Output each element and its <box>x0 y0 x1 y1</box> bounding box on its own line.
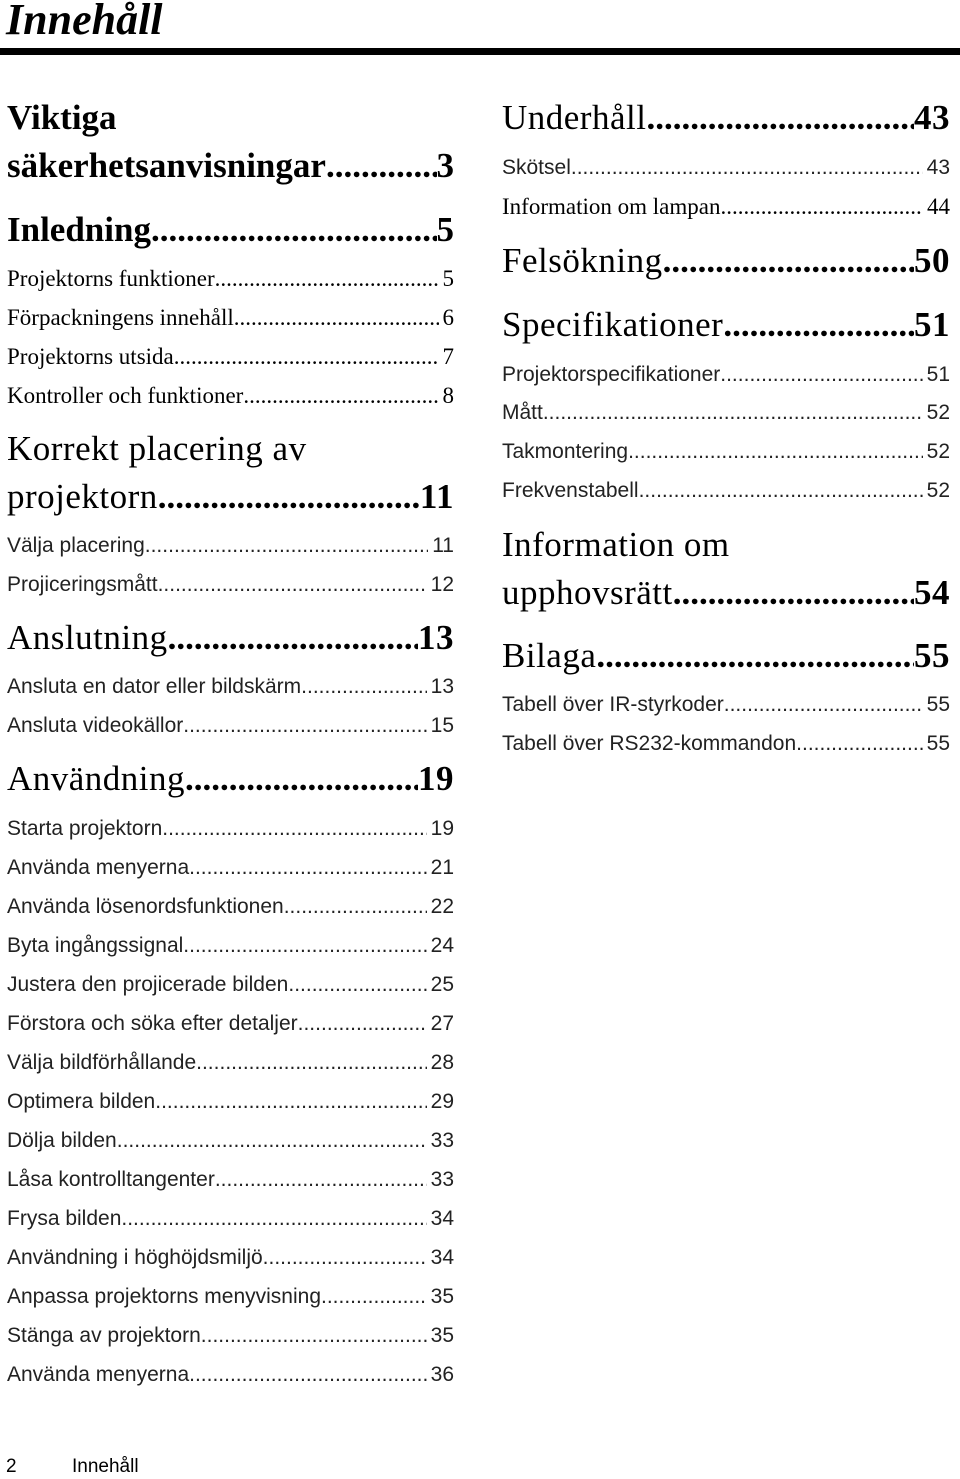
toc-page-number: 55 <box>926 732 950 755</box>
toc-page-number: 43 <box>914 98 950 137</box>
toc-leader <box>158 474 420 520</box>
toc-leader <box>151 207 437 253</box>
toc-leader <box>720 355 922 394</box>
page-footer <box>6 1455 139 1479</box>
toc-heading[interactable] <box>7 756 454 802</box>
toc-page-number: 33 <box>430 1168 454 1191</box>
toc-heading[interactable] <box>502 570 950 616</box>
toc-leader <box>196 1043 427 1082</box>
toc-entry-label: Projektorspecifikationer <box>502 363 721 386</box>
page-title: Innehåll <box>6 0 163 44</box>
toc-leader <box>189 848 427 887</box>
toc-entry[interactable] <box>7 1043 454 1082</box>
toc-leader <box>168 615 418 661</box>
toc-leader <box>673 570 914 616</box>
toc-leader <box>796 724 922 763</box>
toc-leader <box>543 393 923 432</box>
toc-entry[interactable] <box>7 809 454 848</box>
toc-leader <box>243 376 438 415</box>
toc-entry-label: Dölja bilden <box>7 1129 117 1152</box>
toc-entry-label: Byta ingångssignal <box>7 934 184 957</box>
toc-leader <box>185 756 418 802</box>
toc-entry[interactable] <box>7 526 454 565</box>
toc-entry[interactable] <box>7 667 454 706</box>
toc-page-number: 8 <box>442 383 454 408</box>
toc-page-number: 44 <box>927 194 950 219</box>
toc-entry[interactable] <box>7 926 454 965</box>
toc-entry[interactable] <box>502 187 950 226</box>
toc-leader <box>201 1316 427 1355</box>
toc-entry[interactable] <box>7 1121 454 1160</box>
toc-entry[interactable] <box>502 724 950 763</box>
toc-page-number: 51 <box>926 363 950 386</box>
toc-page-number: 3 <box>436 146 454 185</box>
toc-entry[interactable] <box>7 1316 454 1355</box>
toc-leader <box>628 432 923 471</box>
toc-entry-label: Använda menyerna <box>7 1363 190 1386</box>
toc-page-number: 35 <box>430 1324 454 1347</box>
toc-entry-label: Skötsel <box>502 156 571 179</box>
toc-page-number: 25 <box>430 973 454 996</box>
toc-heading-label: säkerhetsanvisningar <box>7 146 326 185</box>
toc-heading[interactable] <box>7 207 454 253</box>
toc-entry-label: Tabell över RS232-kommandon <box>502 732 797 755</box>
toc-leader <box>326 143 437 189</box>
toc-entry[interactable] <box>502 432 950 471</box>
toc-entry[interactable] <box>7 1160 454 1199</box>
toc-page-number: 7 <box>442 344 454 369</box>
toc-entry-label: Starta projektorn <box>7 817 163 840</box>
toc-leader <box>288 965 426 1004</box>
toc-heading[interactable] <box>7 615 454 661</box>
toc-page-number: 54 <box>914 573 950 612</box>
toc-entry[interactable] <box>7 259 454 298</box>
toc-leader <box>174 337 439 376</box>
toc-entry-label: Justera den projicerade bilden <box>7 973 289 996</box>
toc-page-number: 33 <box>430 1129 454 1152</box>
toc-page-number: 22 <box>430 895 454 918</box>
toc-leader <box>215 259 439 298</box>
toc-entry-label: Optimera bilden <box>7 1090 156 1113</box>
toc-entry-label: Användning i höghöjdsmiljö <box>7 1246 263 1269</box>
toc-heading[interactable] <box>502 302 950 348</box>
toc-entry-label: Frysa bilden <box>7 1207 122 1230</box>
toc-leader <box>639 471 923 510</box>
toc-heading-label: Anslutning <box>7 618 168 657</box>
toc-entry-label: Projektorns funktioner <box>7 266 215 291</box>
toc-page-number: 11 <box>432 534 454 557</box>
toc-leader <box>117 1121 427 1160</box>
toc-heading-label: Felsökning <box>502 241 663 280</box>
toc-page-number: 52 <box>926 440 950 463</box>
toc-page-number: 55 <box>914 636 950 675</box>
toc-entry[interactable] <box>7 298 454 337</box>
toc-page-number: 5 <box>436 210 454 249</box>
title-rule <box>0 48 960 55</box>
toc-entry-label: Ansluta videokällor <box>7 714 184 737</box>
toc-leader <box>298 1004 427 1043</box>
toc-entry[interactable] <box>502 148 950 187</box>
toc-leader <box>121 1199 426 1238</box>
toc-leader <box>234 298 439 337</box>
toc-entry[interactable] <box>7 1199 454 1238</box>
toc-leader <box>155 1082 426 1121</box>
toc-page-number: 5 <box>442 266 454 291</box>
toc-page-number: 36 <box>430 1363 454 1386</box>
toc-entry[interactable] <box>7 1238 454 1277</box>
toc-page-number: 13 <box>430 675 454 698</box>
toc-leader <box>321 1277 427 1316</box>
toc-entry-label: Kontroller och funktioner <box>7 383 244 408</box>
toc-heading-label: Specifikationer <box>502 305 724 344</box>
toc-entry-label: Mått <box>502 401 543 424</box>
toc-entry-label: Information om lampan <box>502 194 721 219</box>
toc-entry-label: Använda lösenordsfunktionen <box>7 895 284 918</box>
toc-page-number: 24 <box>430 934 454 957</box>
toc-heading-label: Användning <box>7 759 186 798</box>
toc-entry[interactable] <box>502 393 950 432</box>
toc-leader <box>720 187 923 226</box>
toc-entry-label: Projiceringsmått <box>7 573 158 596</box>
toc-leader <box>189 1355 427 1394</box>
toc-entry-label: Stänga av projektorn <box>7 1324 201 1347</box>
toc-entry-label: Förstora och söka efter detaljer <box>7 1012 298 1035</box>
toc-heading[interactable] <box>502 95 950 141</box>
toc-page-number: 34 <box>430 1246 454 1269</box>
toc-leader <box>571 148 923 187</box>
toc-entry[interactable] <box>7 376 454 415</box>
toc-page-number: 52 <box>926 479 950 502</box>
toc-entry-label: Anpassa projektorns menyvisning <box>7 1285 321 1308</box>
toc-page-number: 51 <box>914 305 950 344</box>
toc-entry[interactable] <box>502 355 950 394</box>
toc-leader <box>145 526 428 565</box>
toc-leader <box>723 302 914 348</box>
toc-leader <box>183 706 426 745</box>
toc-entry[interactable] <box>7 848 454 887</box>
toc-page-number: 19 <box>418 759 454 798</box>
toc-page-number: 11 <box>419 477 454 516</box>
toc-heading[interactable] <box>7 474 454 520</box>
footer-page-number: 2 <box>6 1456 17 1477</box>
toc-leader <box>215 1160 427 1199</box>
toc-page-number: 28 <box>430 1051 454 1074</box>
toc-entry-label: Frekvenstabell <box>502 479 639 502</box>
toc-page-number: 27 <box>430 1012 454 1035</box>
toc-page-number: 55 <box>926 693 950 716</box>
toc-entry[interactable] <box>502 471 950 510</box>
toc-entry-label: Tabell över IR-styrkoder <box>502 693 724 716</box>
footer-label: Innehåll <box>72 1456 139 1477</box>
toc-leader <box>663 238 914 284</box>
toc-entry[interactable] <box>7 887 454 926</box>
toc-heading-line: Viktiga <box>7 98 117 137</box>
toc-entry[interactable] <box>502 685 950 724</box>
toc-heading-label: Inledning <box>7 210 151 249</box>
toc-entry[interactable] <box>7 1004 454 1043</box>
toc-entry-label: Projektorns utsida <box>7 344 174 369</box>
toc-entry[interactable] <box>7 1355 454 1394</box>
toc-leader <box>724 685 923 724</box>
toc-page-number: 21 <box>430 856 454 879</box>
toc-entry[interactable] <box>7 565 454 604</box>
toc-entry-label: Använda menyerna <box>7 856 190 879</box>
toc-leader <box>301 667 426 706</box>
toc-leader <box>263 1238 427 1277</box>
toc-heading-line: Information om <box>502 525 730 564</box>
toc-page-number: 6 <box>442 305 454 330</box>
toc-leader <box>646 95 914 141</box>
toc-leader <box>162 809 426 848</box>
toc-heading-label: projektorn <box>7 477 158 516</box>
toc-heading-line: Korrekt placering av <box>7 429 307 468</box>
toc-page-number: 15 <box>430 714 454 737</box>
toc-leader <box>596 633 914 679</box>
toc-heading-label: Bilaga <box>502 636 597 675</box>
toc-page-number: 34 <box>430 1207 454 1230</box>
toc-page-number: 29 <box>430 1090 454 1113</box>
toc-heading[interactable] <box>502 633 950 679</box>
toc-entry-label: Förpackningens innehåll <box>7 305 234 330</box>
toc-heading[interactable] <box>502 238 950 284</box>
toc-entry[interactable] <box>7 337 454 376</box>
toc-page-number: 13 <box>418 618 454 657</box>
toc-entry[interactable] <box>7 1082 454 1121</box>
toc-entry[interactable] <box>7 965 454 1004</box>
toc-page-number: 52 <box>926 401 950 424</box>
toc-page-number: 43 <box>926 156 950 179</box>
toc-page-number: 50 <box>914 241 950 280</box>
toc-entry-label: Takmontering <box>502 440 629 463</box>
toc-leader <box>284 887 427 926</box>
toc-entry[interactable] <box>7 1277 454 1316</box>
toc-entry-label: Välja bildförhållande <box>7 1051 197 1074</box>
toc-entry-label: Ansluta en dator eller bildskärm <box>7 675 302 698</box>
toc-entry-label: Välja placering <box>7 534 145 557</box>
toc-page-number: 35 <box>430 1285 454 1308</box>
toc-page-number: 19 <box>430 817 454 840</box>
toc-heading[interactable] <box>7 143 454 189</box>
toc-heading-label: Underhåll <box>502 98 647 137</box>
toc-leader <box>158 565 427 604</box>
toc-page-number: 12 <box>430 573 454 596</box>
toc-entry-label: Låsa kontrolltangenter <box>7 1168 215 1191</box>
toc-heading-label: upphovsrätt <box>502 573 673 612</box>
toc-leader <box>183 926 426 965</box>
toc-entry[interactable] <box>7 706 454 745</box>
